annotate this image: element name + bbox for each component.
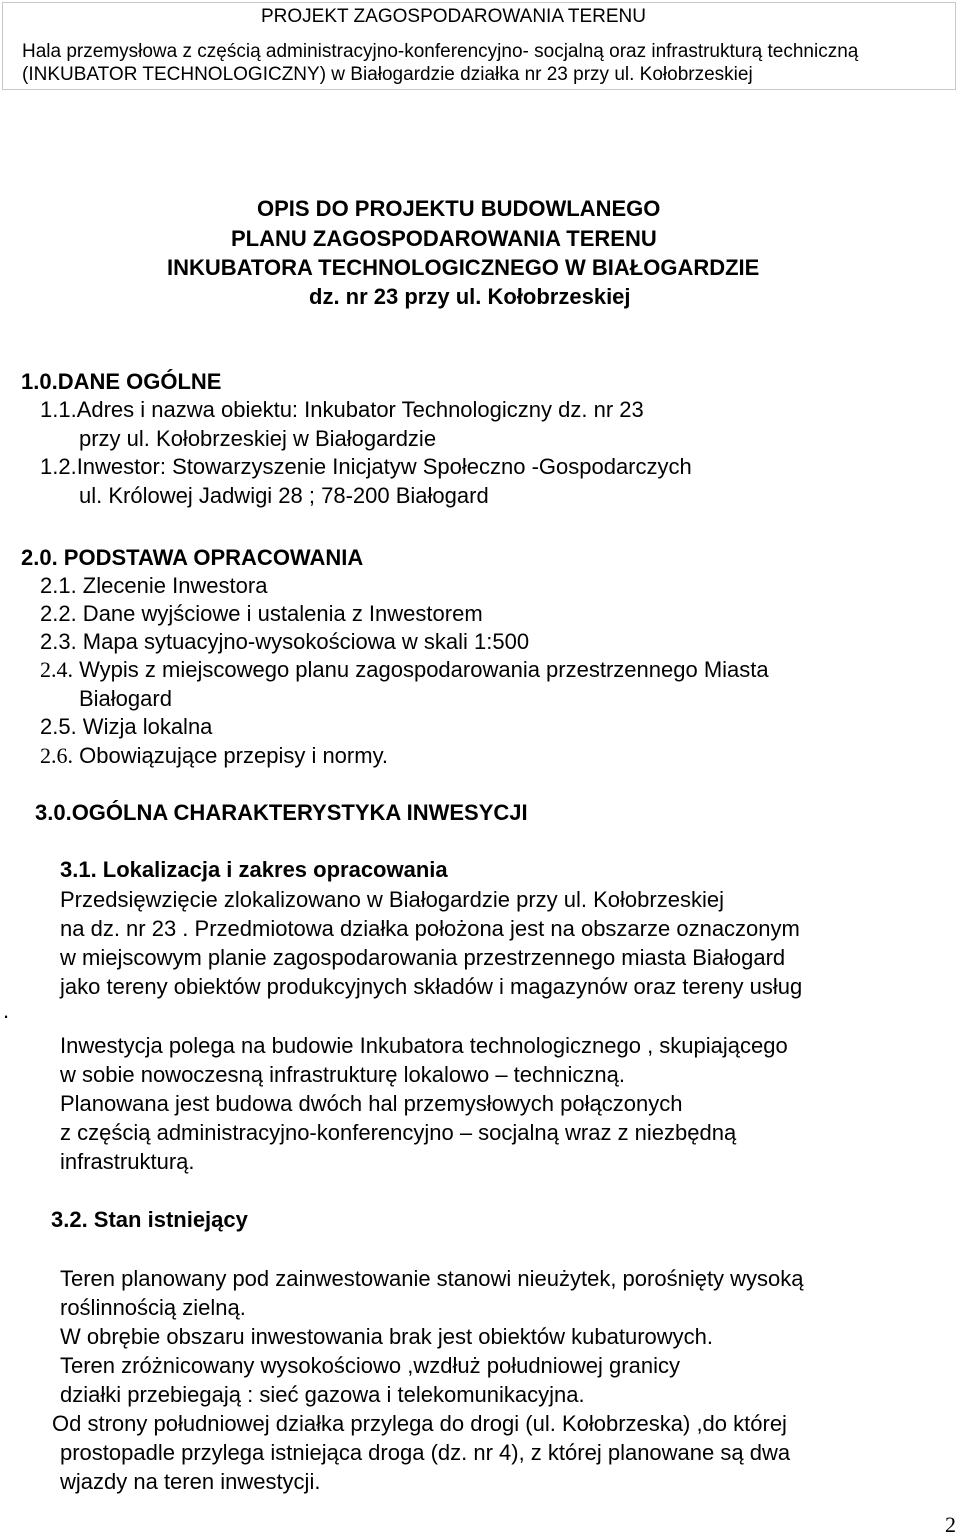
section-3-1-paragraph2-line2: w sobie nowoczesną infrastrukturę lokalowo – techniczną. [60, 1062, 625, 1087]
section-3-2-paragraph-line1: Teren planowany pod zainwestowanie stanowi nieużytek, porośnięty wysoką [60, 1266, 804, 1291]
section-3-1-heading: 3.1. Lokalizacja i zakres opracowania [60, 857, 448, 882]
section-3-2-paragraph-line5: działki przebiegają : sieć gazowa i telekomunikacyjna. [60, 1382, 585, 1407]
section-2-3: 2.3. Mapa sytuacyjno-wysokościowa w skali 1:500 [40, 629, 530, 654]
header-title: PROJEKT ZAGOSPODAROWANIA TERENU [261, 6, 646, 27]
section-3-1-paragraph-line2: na dz. nr 23 . Przedmiotowa działka położona jest na obszarze oznaczonym [60, 916, 800, 941]
section-3-1-paragraph2-line5: infrastrukturą. [60, 1149, 195, 1174]
document-title-line2: PLANU ZAGOSPODAROWANIA TERENU [231, 226, 657, 251]
section-2-5: 2.5. Wizja lokalna [40, 714, 213, 739]
section-3-2-paragraph-line7: prostopadle przylega istniejąca droga (dz. nr 4), z której planowane są dwa [60, 1440, 791, 1465]
section-3-1-paragraph2-line1: Inwestycja polega na budowie Inkubatora technologicznego , skupiającego [60, 1033, 788, 1058]
section-1-1-line2: przy ul. Kołobrzeskiej w Białogardzie [79, 426, 437, 451]
section-2-6 [40, 745, 388, 767]
section-2-6-number: 2.6. [40, 743, 73, 768]
section-2-4-line2: Białogard [79, 686, 172, 711]
section-3-2-paragraph-line3: W obrębie obszaru inwestowania brak jest obiektów kubaturowych. [60, 1324, 713, 1349]
section-1-2-line2: ul. Królowej Jadwigi 28 ; 78-200 Białogard [79, 483, 489, 508]
section-3-1-paragraph2-line4: z częścią administracyjno-konferencyjno – socjalną wraz z niezbędną [60, 1120, 737, 1145]
section-1-heading: 1.0.DANE OGÓLNE [21, 369, 222, 394]
section-3-1-paragraph-line3: w miejscowym planie zagospodarowania przestrzennego miasta Białogard [60, 945, 786, 970]
section-2-1: 2.1. Zlecenie Inwestora [40, 573, 268, 598]
section-3-2-paragraph-line4: Teren zróżnicowany wysokościowo ,wzdłuż południowej granicy [60, 1353, 680, 1378]
section-2-4-text: Wypis z miejscowego planu zagospodarowania przestrzennego Miasta [73, 657, 769, 682]
section-3-heading: 3.0.OGÓLNA CHARAKTERYSTYKA INWESYCJI [35, 800, 528, 825]
section-3-1-paragraph-line1: Przedsięwzięcie zlokalizowano w Białogardzie przy ul. Kołobrzeskiej [60, 887, 724, 912]
document-title-line3: INKUBATORA TECHNOLOGICZNEGO W BIAŁOGARDZIE [167, 255, 760, 280]
stray-dot: . [3, 998, 10, 1023]
section-3-2-paragraph-line8: wjazdy na teren inwestycji. [60, 1469, 321, 1494]
section-2-2: 2.2. Dane wyjściowe i ustalenia z Inwestorem [40, 601, 483, 626]
section-2-6-text: Obowiązujące przepisy i normy. [73, 743, 389, 768]
section-2-heading: 2.0. PODSTAWA OPRACOWANIA [21, 545, 364, 570]
document-title-line1: OPIS DO PROJEKTU BUDOWLANEGO [257, 196, 661, 221]
section-1-2-line1: 1.2.Inwestor: Stowarzyszenie Inicjatyw Społeczno -Gospodarczych [40, 454, 692, 479]
section-3-1-paragraph-line4: jako tereny obiektów produkcyjnych składów i magazynów oraz tereny usług [60, 974, 803, 999]
page-number: 2 [945, 1512, 956, 1537]
section-3-2-paragraph-line6: Od strony południowej działka przylega do drogi (ul. Kołobrzeska) ,do której [52, 1411, 787, 1436]
header-subtitle-line1: Hala przemysłowa z częścią administracyjno-konferencyjno- socjalną oraz infrastrukturą techniczną [22, 41, 859, 62]
section-2-4-number: 2.4. [40, 657, 73, 682]
section-3-2-heading: 3.2. Stan istniejący [51, 1207, 248, 1232]
document-title-line4: dz. nr 23 przy ul. Kołobrzeskiej [309, 284, 631, 309]
section-1-1-line1: 1.1.Adres i nazwa obiektu: Inkubator Technologiczny dz. nr 23 [40, 397, 644, 422]
section-3-1-paragraph2-line3: Planowana jest budowa dwóch hal przemysłowych połączonych [60, 1091, 683, 1116]
section-3-2-paragraph-line2: roślinnością zielną. [60, 1295, 246, 1320]
header-subtitle-line2: (INKUBATOR TECHNOLOGICZNY) w Białogardzie działka nr 23 przy ul. Kołobrzeskiej [22, 64, 753, 85]
section-2-4-line1 [40, 659, 769, 681]
